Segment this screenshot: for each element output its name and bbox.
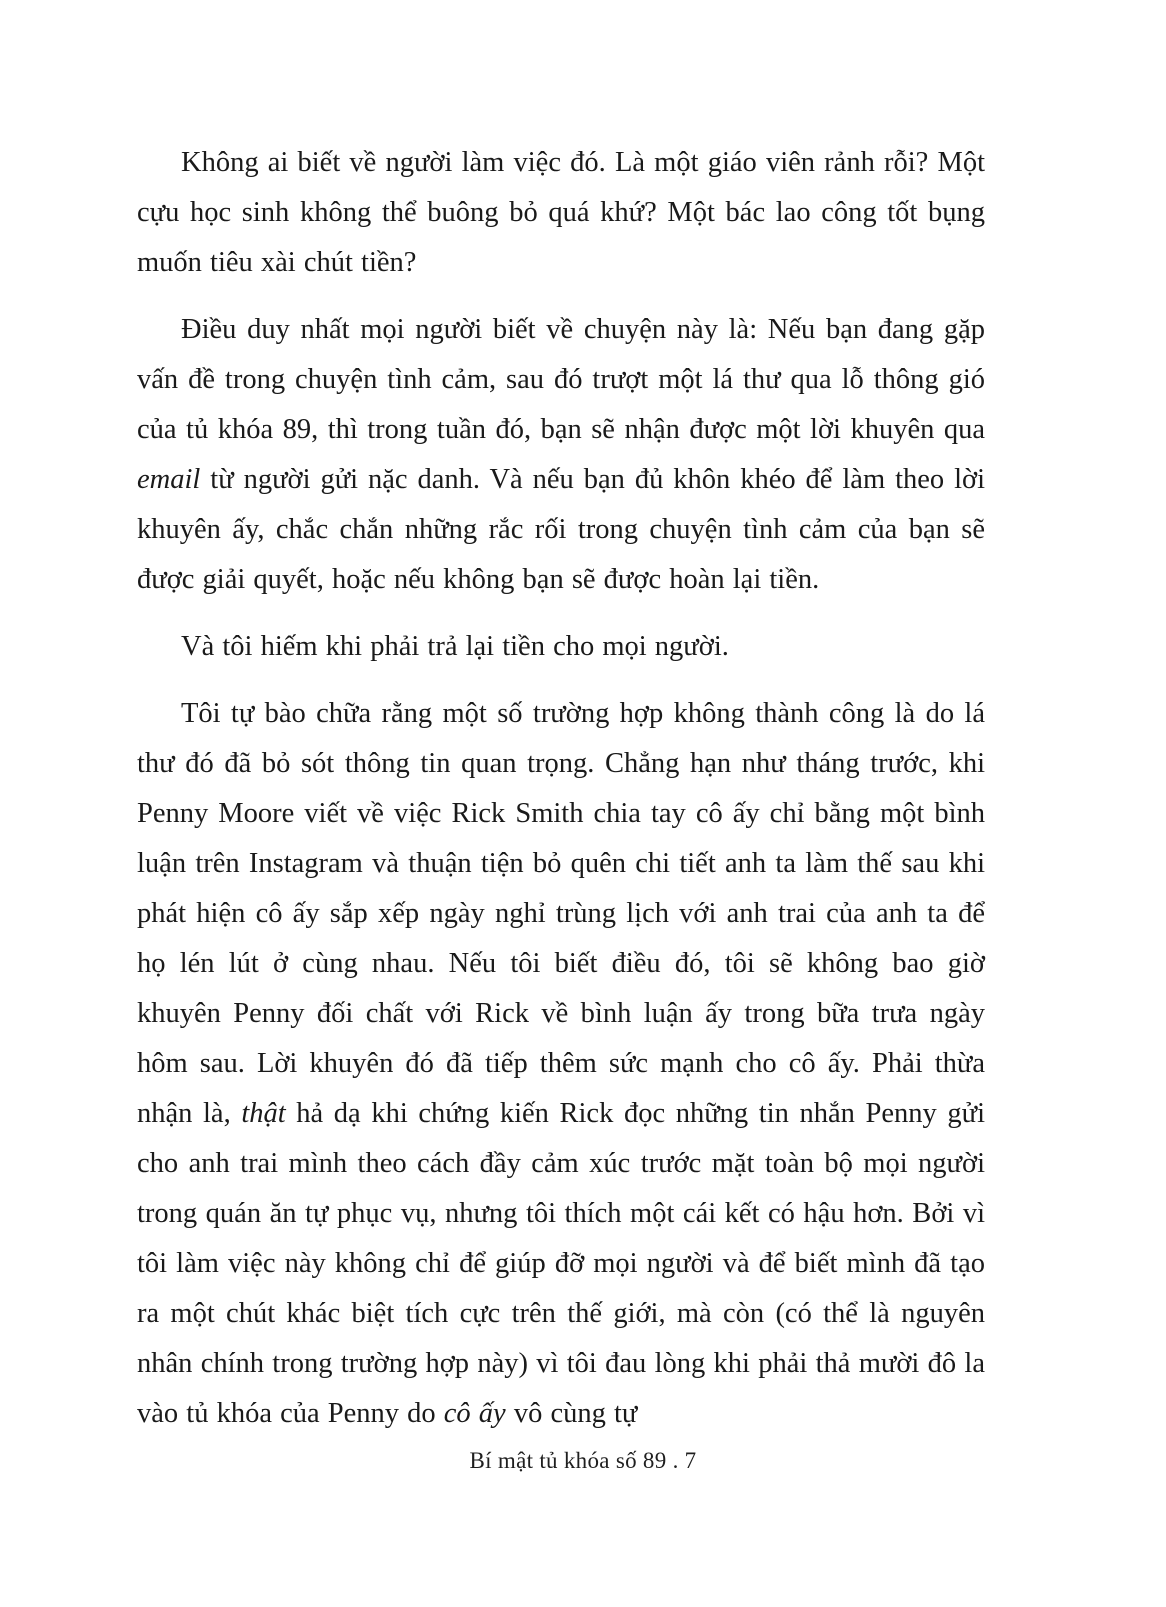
paragraph bbox=[137, 305, 985, 605]
paragraph bbox=[137, 689, 985, 1439]
paragraph bbox=[137, 622, 985, 672]
body-text-block bbox=[137, 138, 985, 1456]
text-run: Tôi tự bào chữa rằng một số trường hợp không thành công là do lá thư đó đã bỏ sót thông tin quan trọng. Chẳng hạn như tháng trước, khi Penny Moore viết về việc Rick Smith chia tay cô ấy chỉ bằng một bình luận trên Instagram và thuận tiện bỏ quên chi tiết anh ta làm thế sau khi phát hiện cô ấy sắp xếp ngày nghỉ trùng lịch với anh trai của anh ta để họ lén lút ở cùng nhau. Nếu tôi biết điều đó, tôi sẽ không bao giờ khuyên Penny đối chất với Rick về bình luận ấy trong bữa trưa ngày hôm sau. Lời khuyên đó đã tiếp thêm sức mạnh cho cô ấy. Phải thừa nhận là, bbox=[137, 698, 985, 1129]
text-run: Điều duy nhất mọi người biết về chuyện này là: Nếu bạn đang gặp vấn đề trong chuyện tình cảm, sau đó trượt một lá thư qua lỗ thông gió của tủ khóa 89, thì trong tuần đó, bạn sẽ nhận được một lời khuyên qua bbox=[137, 314, 985, 445]
paragraph bbox=[137, 138, 985, 288]
italic-text-run: cô ấy bbox=[443, 1398, 506, 1429]
text-run: từ người gửi nặc danh. Và nếu bạn đủ khôn khéo để làm theo lời khuyên ấy, chắc chắn những rắc rối trong chuyện tình cảm của bạn sẽ được giải quyết, hoặc nếu không bạn sẽ được hoàn lại tiền. bbox=[137, 464, 985, 595]
page-footer bbox=[0, 1448, 1166, 1474]
text-run: vô cùng tự bbox=[505, 1398, 638, 1429]
italic-text-run: thật bbox=[241, 1098, 286, 1129]
text-run: Và tôi hiếm khi phải trả lại tiền cho mọi người. bbox=[181, 631, 729, 662]
italic-text-run: email bbox=[137, 464, 201, 495]
text-run: Không ai biết về người làm việc đó. Là một giáo viên rảnh rỗi? Một cựu học sinh không thể buông bỏ quá khứ? Một bác lao công tốt bụng muốn tiêu xài chút tiền? bbox=[137, 147, 985, 278]
text-run: hả dạ khi chứng kiến Rick đọc những tin nhắn Penny gửi cho anh trai mình theo cách đầy cảm xúc trước mặt toàn bộ mọi người trong quán ăn tự phục vụ, nhưng tôi thích một cái kết có hậu hơn. Bởi vì tôi làm việc này không chỉ để giúp đỡ mọi người và để biết mình đã tạo ra một chút khác biệt tích cực trên thế giới, mà còn (có thể là nguyên nhân chính trong trường hợp này) vì tôi đau lòng khi phải thả mười đô la vào tủ khóa của Penny do bbox=[137, 1098, 985, 1429]
running-title-and-page-number: Bí mật tủ khóa số 89 . 7 bbox=[469, 1448, 697, 1473]
